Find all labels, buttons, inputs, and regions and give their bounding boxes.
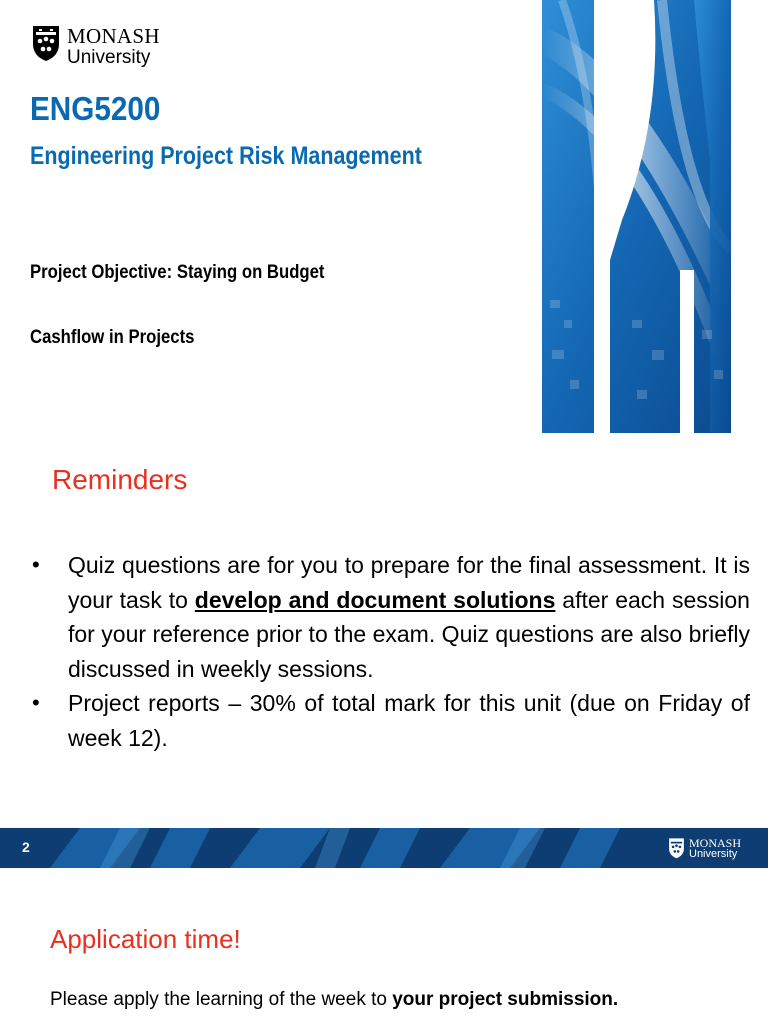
footer-logo-name: MONASH <box>689 836 742 850</box>
bullet-1-emphasis: develop and document solutions <box>194 586 556 613</box>
topic-cashflow: Cashflow in Projects <box>30 327 195 348</box>
course-title: Engineering Project Risk Management <box>30 142 422 170</box>
application-slide <box>0 868 768 1024</box>
monash-crest-icon <box>668 837 685 859</box>
reminders-title: Reminders <box>52 464 188 495</box>
footer-logo-subtitle: University <box>689 848 738 860</box>
footer-monash-logo <box>668 837 741 860</box>
application-title: Application time! <box>50 924 241 954</box>
monash-logo <box>31 24 160 67</box>
topic-project-objective: Project Objective: Staying on Budget <box>30 262 325 283</box>
reminders-slide <box>0 440 768 868</box>
footer-decoration <box>0 828 768 868</box>
bullet-2-text: Project reports – 30% of total mark for this unit (due on Friday of week 12). <box>68 690 750 751</box>
slide-number: 2 <box>22 839 30 855</box>
title-slide <box>0 0 768 440</box>
decorative-m-artwork <box>542 0 731 433</box>
list-item <box>32 548 750 686</box>
list-item <box>32 686 750 755</box>
application-text-emphasis: your project submission. <box>392 989 619 1010</box>
bullet-icon: • <box>32 552 40 577</box>
course-code: ENG5200 <box>30 90 161 127</box>
reminders-list <box>32 548 750 755</box>
bullet-1-text-start: Quiz questions are for you to prepare for the final assessment. It is your task to <box>68 552 750 613</box>
application-text <box>50 989 618 1011</box>
logo-name: MONASH <box>67 24 160 48</box>
slide-footer <box>0 828 768 868</box>
logo-subtitle: University <box>67 47 151 68</box>
bullet-icon: • <box>32 690 40 715</box>
application-text-prefix: Please apply the learning of the week to <box>50 989 393 1010</box>
bullet-1-text-end: after each session for your reference prior to the exam. Quiz questions are also briefly discussed in weekly sessions. <box>68 586 750 682</box>
monash-crest-icon <box>31 24 61 62</box>
